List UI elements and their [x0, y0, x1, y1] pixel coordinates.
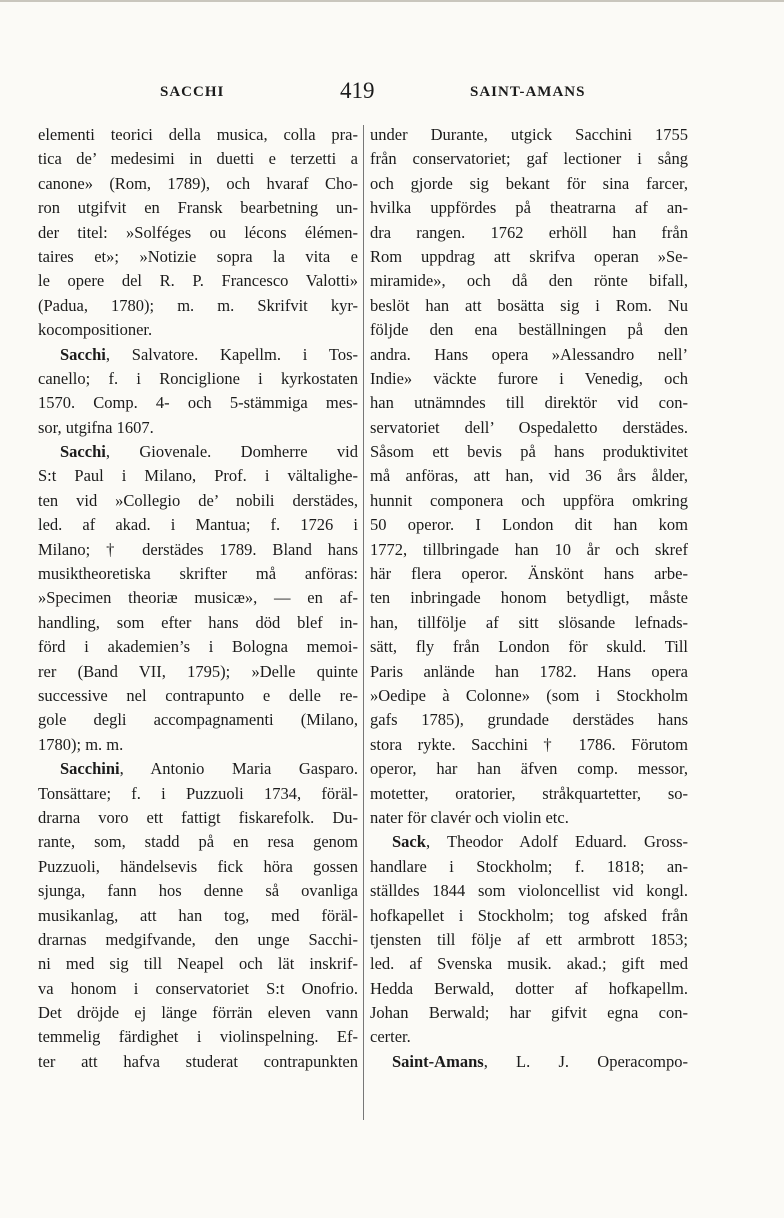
entry-headword: Sacchini — [60, 759, 120, 779]
text-line: handling, som efter hans död blef in- — [38, 612, 358, 632]
text-line: ni med sig till Neapel och lät inskrif- — [38, 954, 358, 974]
text-line: andra. Hans opera »Alessandro nell’ — [370, 344, 688, 364]
running-header — [0, 78, 784, 108]
text-line: ter att hafva studerat contrapunkten — [38, 1051, 358, 1071]
text-line: må anföras, att han, vid 36 års ålder, — [370, 466, 688, 486]
text-line: canone» (Rom, 1789), och hvaraf Cho- — [38, 173, 358, 193]
right-text-column — [370, 123, 688, 1074]
text-line: ron utgifvit en Fransk bearbetning un- — [38, 198, 358, 218]
column-divider — [363, 125, 364, 1120]
text-line: sätt, fly från London för skuld. Till — [370, 637, 688, 657]
text-line: S:t Paul i Milano, Prof. i vältalighe- — [38, 466, 358, 486]
text-line: Tonsättare; f. i Puzzuoli 1734, föräl- — [38, 783, 358, 803]
text-line: 1780); m. m. — [38, 734, 124, 754]
text-line: 1570. Comp. 4- och 5-stämmiga mes- — [38, 393, 358, 413]
text-line: musikanlag, att han tog, med föräl- — [38, 905, 358, 925]
text-line: tjensten till följe af ett armbrott 1853; — [370, 929, 688, 949]
text-line: här flera operor. Änskönt hans arbe- — [370, 564, 688, 584]
text-line: rante, som, stadd på en resa genom — [38, 832, 358, 852]
text-line: hvilka uppfördes på theatrarna af an- — [370, 198, 688, 218]
text-line: under Durante, utgick Sacchini 1755 — [370, 125, 688, 144]
text-line: 50 operor. I London dit han kom — [370, 515, 688, 535]
text-line: Sacchi, Salvatore. Kapellm. i Tos- — [60, 344, 358, 364]
text-line: musiktheoretiska skrifter må anföras: — [38, 564, 358, 584]
text-line: »Oedipe à Colonne» (som i Stockholm — [370, 685, 688, 705]
entry-headword: Sack — [392, 832, 426, 852]
text-line: (Padua, 1780); m. m. Skrifvit kyr- — [38, 295, 358, 315]
header-right-keyword: SAINT-AMANS — [470, 84, 586, 100]
text-line: ten inbringade honom betydligt, måste — [370, 588, 688, 608]
text-line: Indie» väckte furore i Venedig, och — [370, 368, 688, 388]
text-line: tica de’ medesimi in duetti e terzetti a — [38, 149, 358, 169]
text-line: från conservatoriet; gaf lectioner i sång — [370, 149, 688, 169]
text-line: rer (Band VII, 1795); »Delle quinte — [38, 661, 358, 681]
text-line: gafs 1785), grundade derstädes hans — [370, 710, 688, 730]
text-line: sor, utgifna 1607. — [38, 417, 154, 437]
text-line: följde den ena beställningen på den — [370, 320, 688, 340]
text-line: motetter, oratorier, stråkquartetter, so- — [370, 783, 688, 803]
text-line: Sacchini, Antonio Maria Gasparo. — [60, 759, 358, 779]
text-line: hofkapellet i Stockholm; tog afsked från — [370, 905, 688, 925]
text-line: nater för clavér och violin etc. — [370, 807, 569, 827]
entry-headword: Saint-Amans — [392, 1051, 484, 1071]
text-line: ställdes 1844 som violoncellist vid kongl. — [370, 881, 688, 901]
left-text-column — [38, 123, 358, 1074]
text-line: canello; f. i Ronciglione i kyrkostaten — [38, 368, 358, 388]
text-line: certer. — [370, 1027, 411, 1047]
text-line: hunnit componera och uppföra omkring — [370, 490, 688, 510]
text-line: förd i akademien’s i Bologna memoi- — [38, 637, 358, 657]
text-line: der titel: »Solféges ou lécons élémen- — [38, 222, 358, 242]
text-line: Hedda Berwald, dotter af hofkapellm. — [370, 978, 688, 998]
text-line: kocompositioner. — [38, 320, 153, 340]
text-line: han utnämndes till direktör vid con- — [370, 393, 688, 413]
text-line: led. af akad. i Mantua; f. 1726 i — [38, 515, 358, 535]
entry-headword: Sacchi — [60, 344, 106, 364]
text-line: Sacchi, Giovenale. Domherre vid — [60, 442, 358, 462]
text-line: Milano; † derstädes 1789. Bland hans — [38, 539, 358, 559]
text-line: Såsom ett bevis på hans produktivitet — [370, 442, 688, 462]
text-line: gole degli accompagnamenti (Milano, — [38, 710, 358, 730]
text-line: Det dröjde ej länge förrän eleven vann — [38, 1003, 358, 1023]
text-line: Puzzuoli, händelsevis fick höra gossen — [38, 856, 358, 876]
text-line: taires et»; »Notizie sopra la vita e — [38, 246, 358, 266]
text-line: Rom uppdrag att skrifva operan »Se- — [370, 246, 688, 266]
text-line: elementi teorici della musica, colla pra- — [38, 125, 358, 144]
text-line: handlare i Stockholm; f. 1818; an- — [370, 856, 688, 876]
text-line: han, tillfölje af sitt slösande lefnads- — [370, 612, 688, 632]
text-line: Paris anlände han 1782. Hans opera — [370, 661, 688, 681]
text-line: successive nel contrapunto e delle re- — [38, 685, 358, 705]
text-line: »Specimen theoriæ musicæ», — en af- — [38, 588, 358, 608]
page-number: 419 — [340, 78, 375, 103]
text-line: temmelig färdighet i violinspelning. Ef- — [38, 1027, 358, 1047]
text-line: sjunga, fann hos denne så ovanliga — [38, 881, 358, 901]
text-line: servatoriet dell’ Ospedaletto derstädes. — [370, 417, 688, 437]
entry-headword: Sacchi — [60, 442, 106, 462]
text-line: 1772, tillbringade han 10 år och skref — [370, 539, 688, 559]
text-line: le opere del R. P. Francesco Valotti» — [38, 271, 358, 291]
text-line: stora rykte. Sacchini † 1786. Förutom — [370, 734, 688, 754]
text-line: drarna voro ett fattigt fiskarefolk. Du- — [38, 807, 358, 827]
text-line: miramide», och då den rönte bifall, — [370, 271, 688, 291]
text-line: ten vid »Collegio de’ nobili derstädes, — [38, 490, 358, 510]
text-line: beslöt han att bosätta sig i Rom. Nu — [370, 295, 688, 315]
text-line: operor, har han äfven comp. messor, — [370, 759, 688, 779]
text-line: Sack, Theodor Adolf Eduard. Gross- — [392, 832, 688, 852]
text-line: dra rangen. 1762 erhöll han från — [370, 222, 688, 242]
text-line: drarnas medgifvande, den unge Sacchi- — [38, 929, 358, 949]
top-edge-rule — [0, 0, 784, 2]
text-line: Saint-Amans, L. J. Operacompo- — [392, 1051, 688, 1071]
header-left-keyword: SACCHI — [160, 84, 225, 100]
text-line: led. af Svenska musik. akad.; gift med — [370, 954, 688, 974]
text-line: Johan Berwald; har gifvit egna con- — [370, 1003, 688, 1023]
text-line: va honom i conservatoriet S:t Onofrio. — [38, 978, 358, 998]
text-line: och gjorde sig bekant för sina farcer, — [370, 173, 688, 193]
